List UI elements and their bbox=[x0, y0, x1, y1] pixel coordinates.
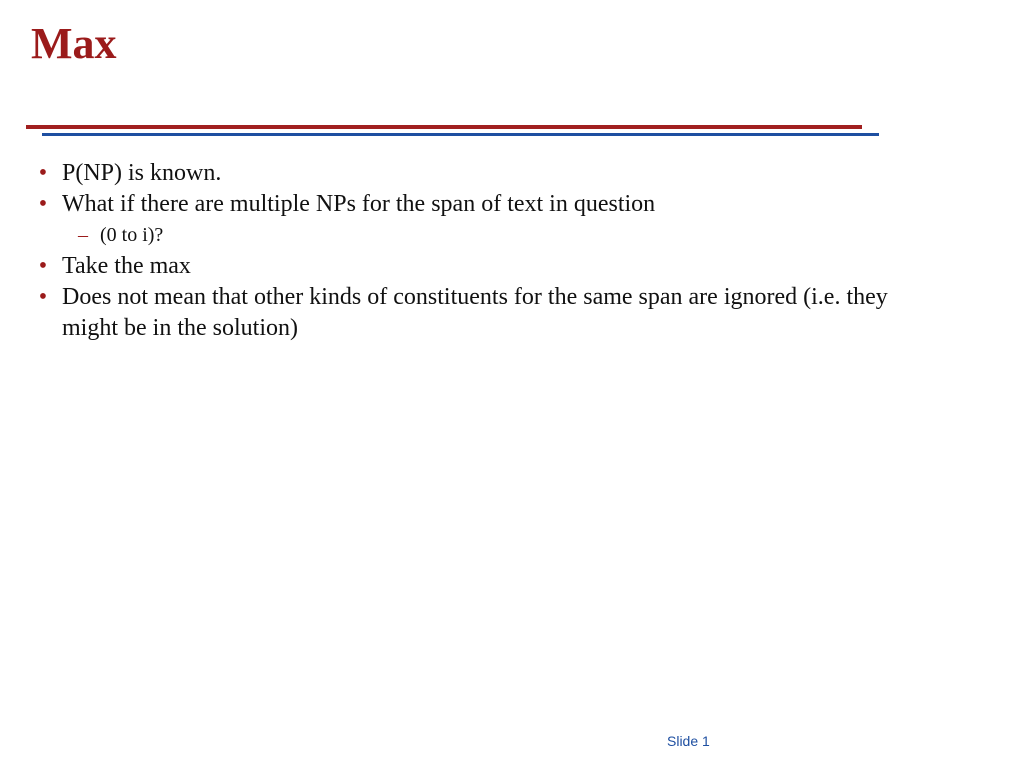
bullet-marker: • bbox=[38, 284, 48, 310]
bullet-text: Does not mean that other kinds of constituents for the same span are ignored (i.e. they might be in the solution) bbox=[62, 284, 888, 341]
bullet-text: P(NP) is known. bbox=[62, 160, 222, 186]
bullet-item bbox=[36, 251, 936, 282]
bullet-marker: • bbox=[38, 253, 48, 279]
bullet-item bbox=[36, 189, 936, 220]
sub-bullet-text: (0 to i)? bbox=[100, 224, 164, 246]
sub-bullet-item bbox=[36, 220, 936, 251]
sub-bullet-marker: – bbox=[78, 224, 88, 246]
bullet-text: What if there are multiple NPs for the span of text in question bbox=[62, 191, 656, 217]
bullet-marker: • bbox=[38, 160, 48, 186]
slide-number: Slide 1 bbox=[667, 733, 710, 749]
bullet-list bbox=[36, 158, 936, 344]
bullet-item bbox=[36, 158, 936, 189]
title-underline-blue bbox=[42, 133, 879, 136]
title-underline-red bbox=[26, 125, 862, 129]
bullet-text: Take the max bbox=[62, 253, 191, 279]
bullet-marker: • bbox=[38, 191, 48, 217]
bullet-item bbox=[36, 282, 936, 344]
slide-title: Max bbox=[31, 19, 117, 68]
